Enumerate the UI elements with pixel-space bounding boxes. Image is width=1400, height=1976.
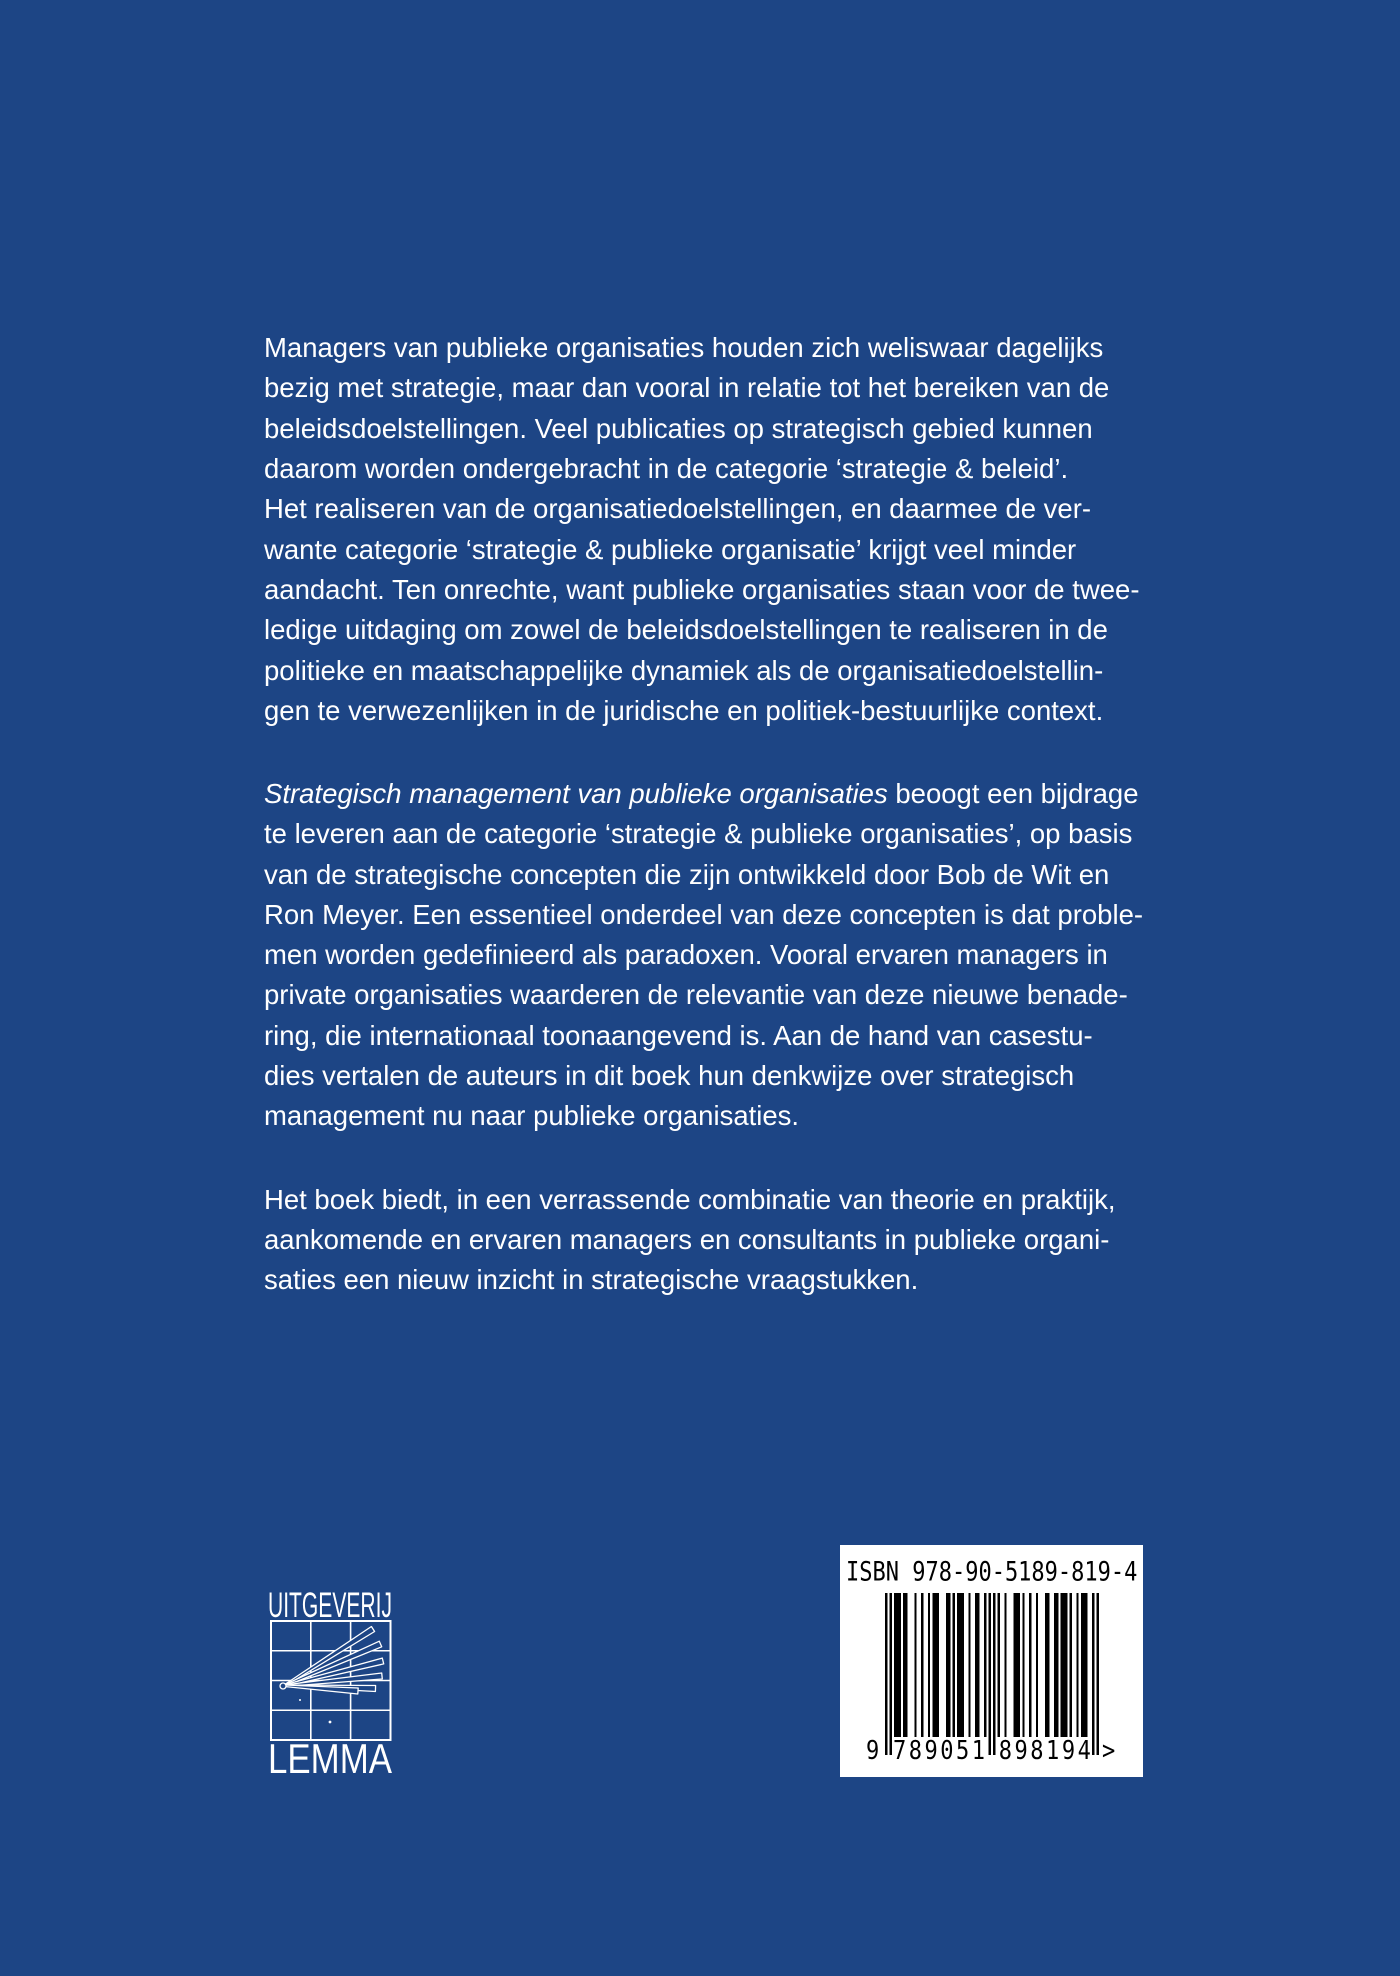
barcode-first-digit: 9 (866, 1736, 880, 1767)
barcode-bar (1070, 1593, 1072, 1737)
blurb-line: ledige uitdaging om zowel de beleidsdoelstellingen te realiseren in de (264, 614, 1108, 646)
barcode-bar (1076, 1593, 1078, 1737)
blurb-line: Ron Meyer. Een essentieel onderdeel van deze concepten is dat proble- (264, 898, 1144, 930)
barcode-right-digits: 898194 (998, 1736, 1094, 1767)
barcode-bar (885, 1593, 887, 1755)
blurb-line (264, 774, 1144, 814)
blurb-line: private organisaties waarderen de relevantie van deze nieuwe benade- (264, 979, 1128, 1011)
blurb-line: daarom worden ondergebracht in de categorie ‘strategie & beleid’. (264, 452, 1069, 484)
isbn-label: ISBN 978-90-5189-819-4 (846, 1557, 1138, 1588)
barcode-bar (1097, 1593, 1099, 1755)
barcode-bar (993, 1593, 995, 1755)
logo-fan (280, 1627, 384, 1695)
blurb-line: management nu naar publieke organisaties. (264, 1100, 800, 1132)
blurb-line: van de strategische concepten die zijn ontwikkeld door Bob de Wit en (264, 858, 1110, 890)
blurb-line: wante categorie ‘strategie & publieke organisatie’ krijgt veel minder (264, 533, 1077, 565)
barcode-bar (932, 1593, 939, 1737)
book-title-italic: Strategisch management van publieke organisaties (264, 777, 888, 809)
barcode-bar (1045, 1593, 1050, 1737)
blurb-paragraph-1 (264, 328, 1144, 731)
barcode-bar (953, 1593, 955, 1737)
blurb-line: Managers van publieke organisaties houden zich weliswaar dagelijks (264, 332, 1104, 363)
logo-dot (299, 1699, 301, 1701)
barcode-bar (1081, 1593, 1088, 1737)
barcode-bar (1022, 1593, 1024, 1737)
logo-dot (329, 1721, 332, 1724)
barcode-bar (928, 1593, 930, 1737)
barcode-bar (890, 1593, 892, 1755)
barcode-bar (1054, 1593, 1059, 1737)
blurb-line: aankomende en ervaren managers en consultants in publieke organi- (264, 1223, 1110, 1255)
barcode-bar (914, 1593, 916, 1737)
blurb-line-rest: beoogt een bijdrage (895, 777, 1139, 809)
blurb-line: saties een nieuw inzicht in strategische vraagstukken. (264, 1264, 919, 1296)
blurb-line: politieke en maatschappelijke dynamiek als de organisatiedoelstellin- (264, 654, 1104, 686)
blurb-line: ring, die internationaal toonaangevend is. Aan de hand van casestu- (264, 1019, 1093, 1051)
logo-fan-pivot (280, 1683, 286, 1689)
barcode-bar (957, 1593, 964, 1737)
barcode-bar (946, 1593, 951, 1737)
isbn-barcode (840, 1545, 1143, 1777)
blurb-line: bezig met strategie, maar dan vooral in relatie tot het bereiken van de (264, 372, 1110, 404)
blurb-line: men worden gedefinieerd als paradoxen. Vooral ervaren managers in (264, 939, 1108, 971)
barcode-bars (885, 1593, 1099, 1755)
blurb-line: dies vertalen de auteurs in dit boek hun denkwijze over strategisch (264, 1060, 1075, 1092)
barcode-bar (1061, 1593, 1068, 1737)
logo-top-text: UITGEVERIJ (268, 1586, 392, 1625)
blurb-line: aandacht. Ten onrechte, want publieke organisaties staan voor de twee- (264, 573, 1140, 605)
barcode-bar (1036, 1593, 1038, 1737)
barcode-bar (1013, 1593, 1020, 1737)
barcode-bar (975, 1593, 980, 1737)
barcode-bar (984, 1593, 986, 1737)
blurb-line: Het boek biedt, in een verrassende combinatie van theorie en praktijk, (264, 1183, 1116, 1215)
barcode-left-digits: 789051 (893, 1736, 988, 1767)
barcode-bar (894, 1593, 901, 1737)
barcode-quiet-zone-mark: > (1102, 1736, 1116, 1767)
barcode-bar (998, 1593, 1000, 1737)
blurb-line: beleidsdoelstellingen. Veel publicaties op strategisch gebied kunnen (264, 412, 1093, 444)
blurb-line: te leveren aan de categorie ‘strategie & publieke organisaties’, op basis (264, 818, 1133, 850)
logo-bottom-text: LEMMA (268, 1735, 392, 1782)
barcode-bar (989, 1593, 991, 1755)
blurb-paragraph-3 (264, 1180, 1144, 1301)
barcode-bar (1004, 1593, 1006, 1737)
barcode-bar (968, 1593, 970, 1737)
barcode-bar (1029, 1593, 1031, 1737)
blurb-text (264, 328, 1144, 1300)
blurb-paragraph-2 (264, 774, 1144, 1137)
blurb-line: Het realiseren van de organisatiedoelstellingen, en daarmee de ver- (264, 493, 1092, 525)
barcode-bar (1092, 1593, 1094, 1755)
blurb-line: gen te verwezenlijken in de juridische en politiek-bestuurlijke context. (264, 694, 1104, 726)
barcode-bar (903, 1593, 908, 1737)
barcode-bar (921, 1593, 923, 1737)
publisher-logo (266, 1586, 394, 1782)
